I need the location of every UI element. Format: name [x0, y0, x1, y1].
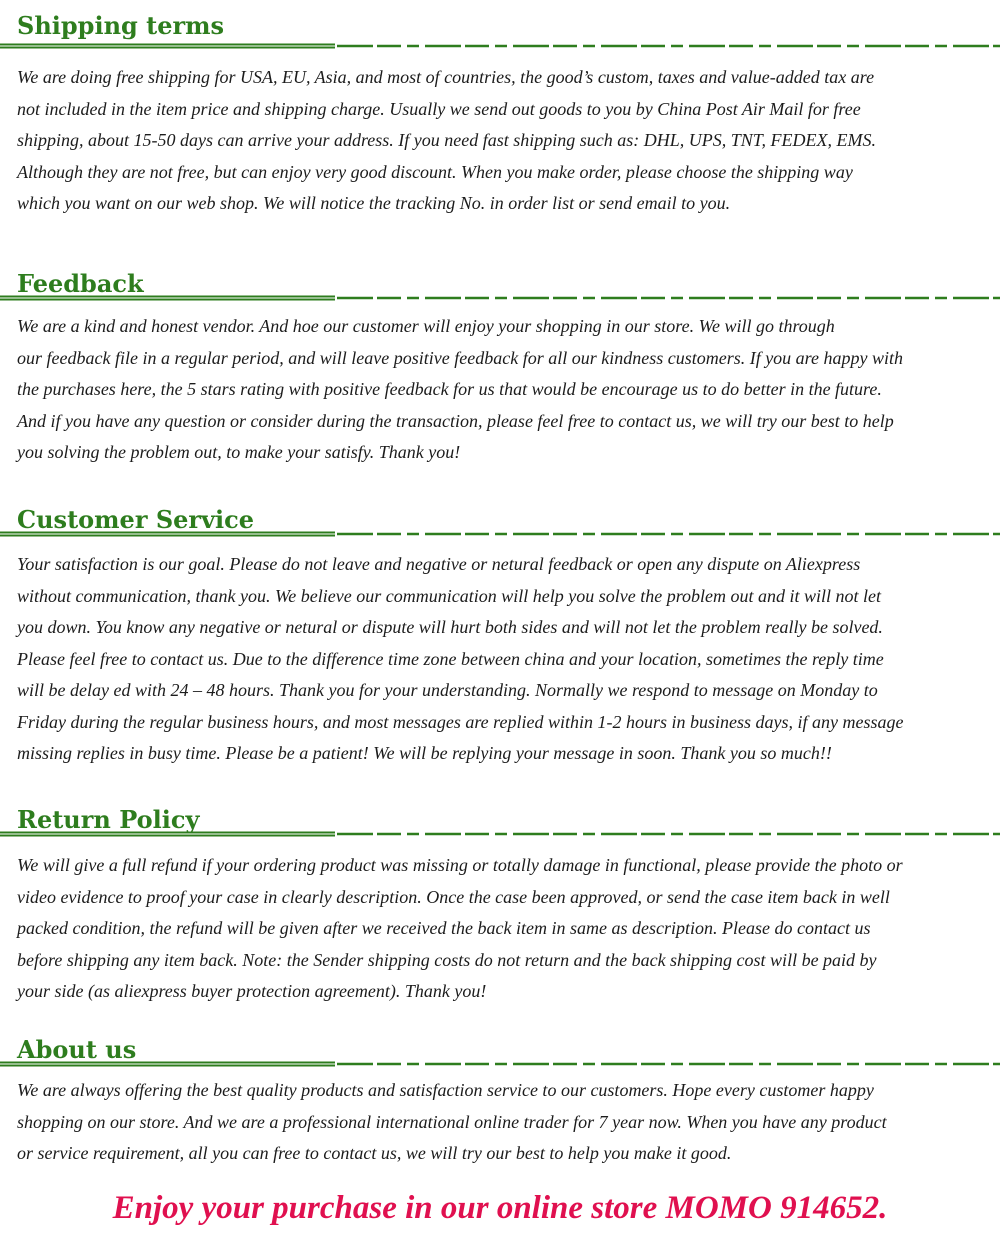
section-divider: [0, 830, 1000, 838]
text-line: which you want on our web shop. We will notice the tracking No. in order list or send email to you.: [17, 193, 731, 213]
section-heading: Customer Service: [17, 505, 255, 534]
section-divider: [0, 42, 1000, 50]
store-slogan: Enjoy your purchase in our online store MOMO 914652.: [112, 1190, 888, 1226]
section-body: [17, 62, 1000, 220]
text-line: the purchases here, the 5 stars rating with positive feedback for us that would be encourage us to do better in the future.: [17, 379, 882, 399]
text-line: packed condition, the refund will be given after we received the back item in same as description. Please do contact us: [17, 918, 871, 938]
text-line: before shipping any item back. Note: the Sender shipping costs do not return and the back shipping cost will be paid by: [17, 949, 877, 970]
text-line: not included in the item price and shipping charge. Usually we send out goods to you by China Post Air Mail for free: [17, 98, 861, 119]
section-heading: Shipping terms: [17, 11, 225, 40]
text-line: And if you have any question or consider during the transaction, please feel free to contact us, we will try our best to help: [17, 410, 894, 431]
text-line: We are always offering the best quality products and satisfaction service to our customers. Hope every customer happy: [17, 1080, 874, 1100]
section-divider: [0, 294, 1000, 302]
text-line: your side (as aliexpress buyer protection agreement). Thank you!: [17, 981, 487, 1001]
text-line: Although they are not free, but can enjoy very good discount. When you make order, please choose the shipping way: [17, 161, 853, 182]
section-divider: [0, 530, 1000, 538]
text-line: We are doing free shipping for USA, EU, Asia, and most of countries, the good’s custom, taxes and value-added tax are: [17, 67, 875, 87]
section-body: [17, 850, 1000, 1008]
text-line: video evidence to proof your case in clearly description. Once the case been approved, or send the case item back in well: [17, 886, 890, 907]
section-heading: Feedback: [17, 269, 144, 298]
text-line: We will give a full refund if your ordering product was missing or totally damage in functional, please provide the photo or: [17, 855, 903, 875]
text-line: will be delay ed with 24 – 48 hours. Thank you for your understanding. Normally we respond to message on Monday to: [17, 680, 878, 700]
text-line: Friday during the regular business hours, and most messages are replied within 1-2 hours in business days, if any message: [17, 711, 904, 732]
text-line: Your satisfaction is our goal. Please do not leave and negative or netural feedback or open any dispute on Aliexpress: [17, 554, 861, 574]
text-line: shopping on our store. And we are a professional international online trader for 7 year now. When you have any product: [17, 1111, 887, 1132]
text-line: you down. You know any negative or netural or dispute will hurt both sides and will not let the problem really be solved.: [17, 617, 883, 637]
section-body: [17, 549, 1000, 770]
section-divider: [0, 1060, 1000, 1068]
section-body: [17, 1075, 1000, 1170]
text-line: missing replies in busy time. Please be a patient! We will be replying your message in soon. Thank you so much!!: [17, 743, 832, 763]
text-line: you solving the problem out, to make your satisfy. Thank you!: [17, 442, 461, 462]
text-line: shipping, about 15-50 days can arrive your address. If you need fast shipping such as: DHL, UPS, TNT, FEDEX, EMS.: [17, 130, 876, 150]
text-line: or service requirement, all you can free to contact us, we will try our best to help you make it good.: [17, 1143, 732, 1163]
section-heading: About us: [17, 1035, 137, 1064]
text-line: Please feel free to contact us. Due to the difference time zone between china and your location, sometimes the reply time: [17, 648, 884, 669]
text-line: We are a kind and honest vendor. And hoe our customer will enjoy your shopping in our store. We will go through: [17, 316, 835, 336]
text-line: our feedback file in a regular period, and will leave positive feedback for all our kindness customers. If you are happy with: [17, 347, 904, 368]
text-line: without communication, thank you. We believe our communication will help you solve the problem out and it will not let: [17, 585, 882, 606]
section-body: [17, 311, 1000, 469]
section-heading: Return Policy: [17, 805, 200, 834]
